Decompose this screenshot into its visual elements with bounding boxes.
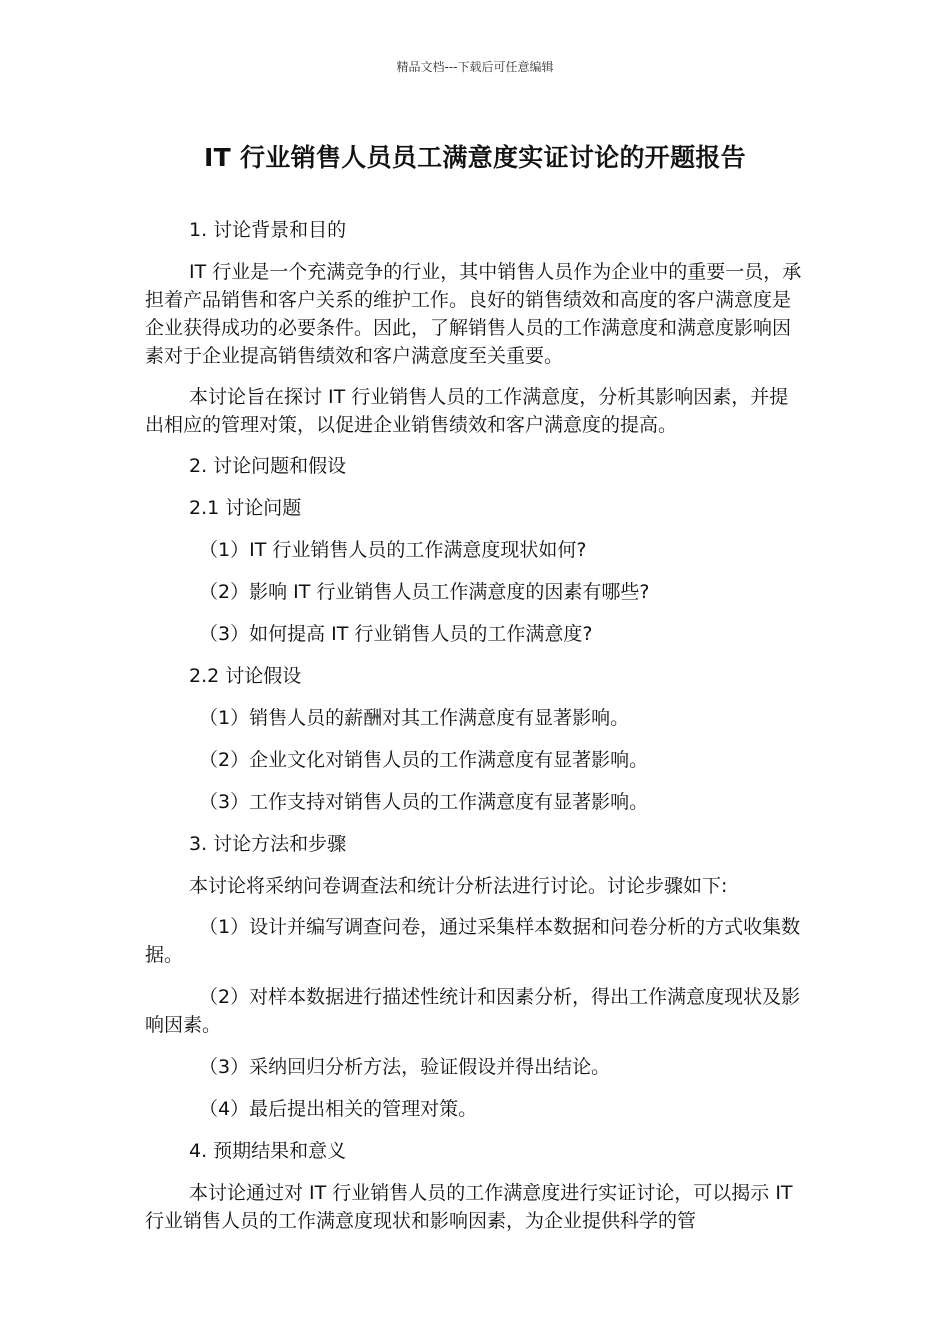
question-item-3: （3）如何提高 IT 行业销售人员的工作满意度? [199, 623, 593, 645]
method-step-2: （2）对样本数据进行描述性统计和因素分析，得出工作满意度现状及影响因素。 [145, 986, 801, 1036]
hypothesis-item-2: （2）企业文化对销售人员的工作满意度有显著影响。 [199, 749, 649, 771]
section-heading-2: 2. 讨论问题和假设 [189, 455, 347, 477]
paragraph-background: IT 行业是一个充满竞争的行业，其中销售人员作为企业中的重要一员，承担着产品销售和客户关系的维护工作。良好的销售绩效和高度的客户满意度是企业获得成功的必要条件。因此，了解销售人员的工作满意度和满意度影响因素对于企业提高销售绩效和客户满意度至关重要。 [145, 261, 802, 367]
document-title: IT 行业销售人员员工满意度实证讨论的开题报告 [204, 143, 746, 172]
hypothesis-item-3: （3）工作支持对销售人员的工作满意度有显著影响。 [199, 791, 649, 813]
subsection-heading-2-2: 2.2 讨论假设 [189, 665, 302, 687]
paragraph-method: 本讨论将采纳问卷调查法和统计分析法进行讨论。讨论步骤如下: [189, 875, 728, 897]
method-step-1: （1）设计并编写调查问卷，通过采集样本数据和问卷分析的方式收集数据。 [145, 916, 801, 966]
section-heading-3: 3. 讨论方法和步骤 [189, 833, 347, 855]
hypothesis-item-1: （1）销售人员的薪酬对其工作满意度有显著影响。 [199, 707, 630, 729]
page-header: 精品文档---下载后可任意编辑 [396, 60, 554, 74]
section-heading-4: 4. 预期结果和意义 [189, 1140, 347, 1162]
method-step-4: （4）最后提出相关的管理对策。 [199, 1098, 478, 1120]
question-item-2: （2）影响 IT 行业销售人员工作满意度的因素有哪些? [199, 581, 650, 603]
paragraph-expected-results: 本讨论通过对 IT 行业销售人员的工作满意度进行实证讨论，可以揭示 IT 行业销售人员的工作满意度现状和影响因素，为企业提供科学的管 [145, 1182, 793, 1232]
question-item-1: （1）IT 行业销售人员的工作满意度现状如何? [199, 539, 587, 561]
paragraph-purpose: 本讨论旨在探讨 IT 行业销售人员的工作满意度，分析其影响因素，并提出相应的管理对策，以促进企业销售绩效和客户满意度的提高。 [145, 386, 789, 436]
section-heading-1: 1. 讨论背景和目的 [189, 219, 347, 241]
document-body [145, 216, 807, 1248]
subsection-heading-2-1: 2.1 讨论问题 [189, 497, 302, 519]
method-step-3: （3）采纳回归分析方法，验证假设并得出结论。 [199, 1056, 611, 1078]
